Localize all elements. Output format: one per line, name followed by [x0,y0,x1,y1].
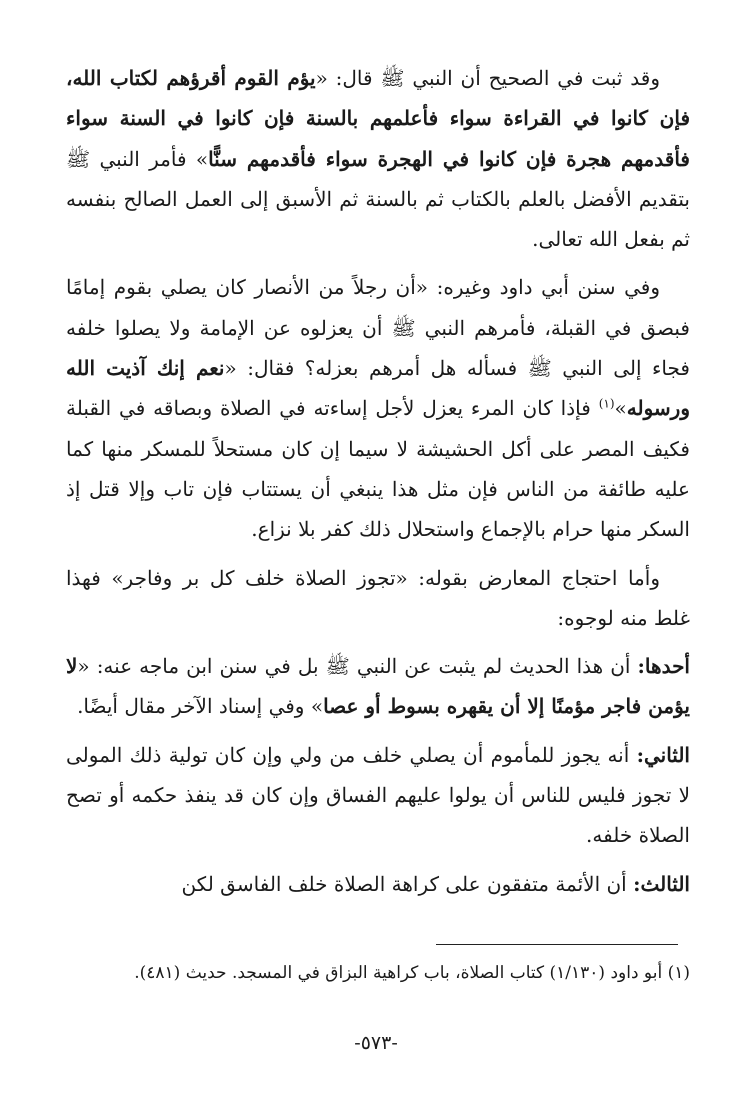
p1-intro: وقد ثبت في الصحيح أن النبي ﷺ قال: « [315,66,661,90]
p2-hadith: نعم إنك آذيت الله ورسوله [66,356,690,421]
p2-close: » [614,396,627,421]
footnote-divider [436,944,678,945]
p4-label: أحدها: [637,654,690,679]
paragraph-5 [66,735,690,856]
footnote-reference[interactable]: (١) [598,396,615,411]
p6-text: أن الأئمة متفقون على كراهة الصلاة خلف الفاسق لكن [181,871,634,896]
p3-text: وأما احتجاج المعارض بقوله: «تجوز الصلاة خلف كل بر وفاجر» فهذا غلط منه لوجوه: [66,565,690,630]
paragraph-3 [66,558,690,639]
p4-hadith: لا يؤمن فاجر مؤمنًا إلا أن يقهره بسوط أو عصا [66,654,690,719]
paragraph-6 [66,864,690,904]
p5-text: أنه يجوز للمأموم أن يصلي خلف من ولي وإن كان تولية ذلك المولى لا تجوز فليس للناس أن يولوا عليهم الفساق وإن كان قد ينفذ حكمه أو تصح الصلاة خلفه. [66,742,690,848]
p2-intro: وفي سنن أبي داود وغيره: «أن رجلاً من الأنصار كان يصلي بقوم إمامًا فبصق في القبلة، فأمرهم النبي ﷺ أن يعزلوه عن الإمامة ولا يصلوا خلفه فجاء إلى النبي ﷺ فسأله هل أمرهم بعزله؟ فقال: « [66,275,690,381]
p5-label: الثاني: [636,742,690,767]
paragraph-4 [66,646,690,727]
paragraph-2 [66,267,690,549]
p4-rest: » وفي إسناد الآخر مقال أيضًا. [77,694,324,719]
footnote: (١) أبو داود (١/١٣٠) كتاب الصلاة، باب كراهية البزاق في المسجد. حديث (٤٨١). [134,963,690,983]
p2-rest: فإذا كان المرء يعزل لأجل إساءته في الصلاة وبصاقه في القبلة فكيف المصر على أكل الحشيشة لا سيما إن كان مستحلاً للمسكر منها كما عليه طائفة من الناس فإن مثل هذا ينبغي أن يستتاب فإن تاب وإلا قتل إذ السكر منها حرام بالإجماع واستحلال ذلك كفر بلا نزاع. [66,396,690,542]
main-text [66,58,690,912]
page-number: -٥٧٣- [354,1032,398,1054]
p1-rest: » فأمر النبي ﷺ بتقديم الأفضل بالعلم بالكتاب ثم بالسنة ثم الأسبق إلى العمل الصالح بنفسه ثم بفعل الله تعالى. [66,146,690,252]
p4-text: أن هذا الحديث لم يثبت عن النبي ﷺ بل في سنن ابن ماجه عنه: « [77,654,638,679]
paragraph-1 [66,58,690,259]
p1-hadith: يؤم القوم أقرؤهم لكتاب الله، فإن كانوا في القراءة سواء فأعلمهم بالسنة فإن كانوا في السنة سواء فأقدمهم هجرة فإن كانوا في الهجرة سواء فأقدمهم سنًّا [66,66,690,171]
p6-label: الثالث: [633,871,690,896]
